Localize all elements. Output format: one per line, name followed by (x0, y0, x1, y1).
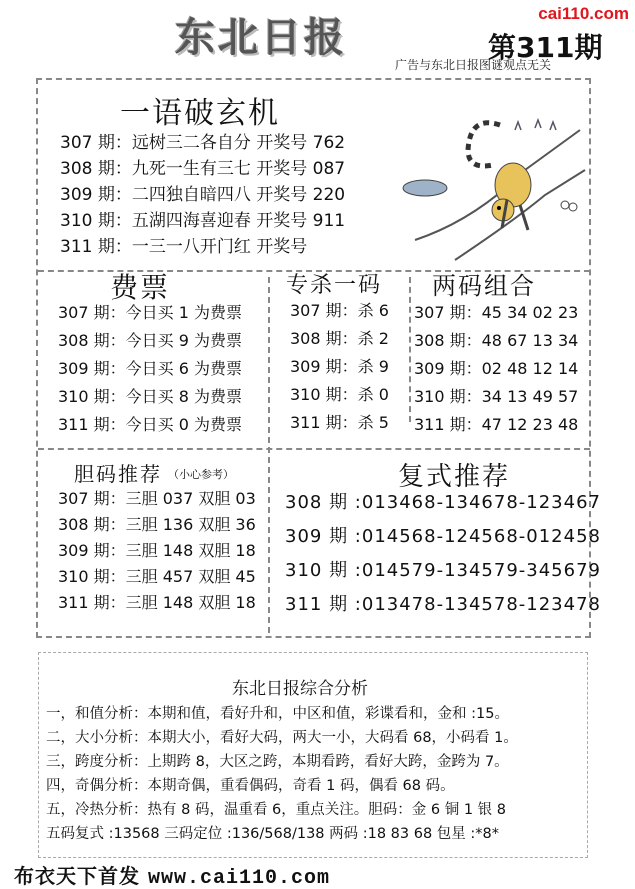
liangma-row: 310 期：34 13 49 57 (414, 387, 579, 406)
issue-number: 第311期 (488, 31, 603, 64)
disclaimer: 广告与东北日报图谜观点无关 (395, 58, 552, 72)
site-url[interactable]: cai110.com (538, 4, 629, 23)
feipiao-row: 309 期：今日买 6 为费票 (58, 359, 242, 378)
zhuansha-row: 308 期：杀 2 (290, 329, 389, 348)
zhuansha-row: 309 期：杀 9 (290, 357, 389, 376)
fushi-row: 311 期 :013478-134578-123478 (285, 594, 601, 615)
fushi-row: 309 期 :014568-124568-012458 (285, 526, 601, 547)
danma-title: 胆码推荐 (74, 462, 162, 486)
danma-row: 309 期：三胆 148 双胆 18 (58, 541, 256, 560)
feipiao-row: 310 期：今日买 8 为费票 (58, 387, 242, 406)
yiyu-row: 307 期：远树三二各自分 开奖号 762 (60, 133, 346, 153)
liangma-row: 308 期：48 67 13 34 (414, 331, 579, 350)
yiyu-row: 308 期：九死一生有三七 开奖号 087 (60, 159, 346, 179)
zhuansha-title: 专杀一码 (286, 273, 383, 298)
zhuansha-row: 310 期：杀 0 (290, 385, 389, 404)
feipiao-row: 307 期：今日买 1 为费票 (58, 303, 242, 322)
zhuansha-row: 311 期：杀 5 (290, 413, 389, 432)
liangma-row: 309 期：02 48 12 14 (414, 359, 579, 378)
analysis-row: 五码复式 :13568 三码定位 :136/568/138 两码 :18 83 68 包星 :*8* (46, 826, 500, 842)
divider-v1 (268, 277, 270, 633)
liangma-row: 307 期：45 34 02 23 (414, 303, 579, 322)
yiyu-row: 311 期：一三一八开门红 开奖号 (60, 237, 308, 257)
feipiao-row: 311 期：今日买 0 为费票 (58, 415, 242, 434)
analysis-row: 五，冷热分析：热有 8 码，温重看 6，重点关注。胆码：金 6 铜 1 银 8 (46, 802, 506, 818)
divider-h2 (38, 448, 590, 450)
feipiao-title: 费票 (110, 271, 171, 304)
yiyu-title: 一语破玄机 (120, 96, 280, 131)
fushi-row: 308 期 :013468-134678-123467 (285, 492, 601, 513)
analysis-row: 三，跨度分析：上期跨 8，大区之跨，本期看跨，看好大跨，金跨为 7。 (46, 754, 509, 770)
analysis-row: 一，和值分析：本期和值，看好升和，中区和值，彩谍看和，金和 :15。 (46, 706, 509, 722)
liangma-title: 两码组合 (432, 272, 536, 300)
fushi-title: 复式推荐 (398, 462, 511, 492)
footer-text: 布衣天下首发 (14, 864, 140, 888)
fushi-row: 310 期 :014579-134579-345679 (285, 560, 601, 581)
divider-v2 (409, 277, 411, 422)
analysis-row: 四，奇偶分析：本期奇偶，重看偶码，奇看 1 码，偶看 68 码。 (46, 778, 455, 794)
footer (14, 860, 330, 889)
danma-note: （小心参考） (168, 468, 234, 481)
danma-row: 310 期：三胆 457 双胆 45 (58, 567, 256, 586)
feipiao-row: 308 期：今日买 9 为费票 (58, 331, 242, 350)
liangma-row: 311 期：47 12 23 48 (414, 415, 579, 434)
analysis-title: 东北日报综合分析 (232, 679, 368, 699)
footer-url[interactable]: www.cai110.com (147, 867, 330, 889)
yiyu-row: 309 期：二四独自暗四八 开奖号 220 (60, 185, 346, 205)
danma-row: 308 期：三胆 136 双胆 36 (58, 515, 256, 534)
yiyu-row: 310 期：五湖四海喜迎春 开奖号 911 (60, 211, 346, 231)
lemur-illustration (395, 100, 590, 270)
masthead: 东北日报 (175, 14, 347, 61)
analysis-row: 二，大小分析：本期大小，看好大码，两大一小，大码看 68，小码看 1。 (46, 730, 518, 746)
danma-row: 311 期：三胆 148 双胆 18 (58, 593, 256, 612)
zhuansha-row: 307 期：杀 6 (290, 301, 389, 320)
danma-row: 307 期：三胆 037 双胆 03 (58, 489, 256, 508)
